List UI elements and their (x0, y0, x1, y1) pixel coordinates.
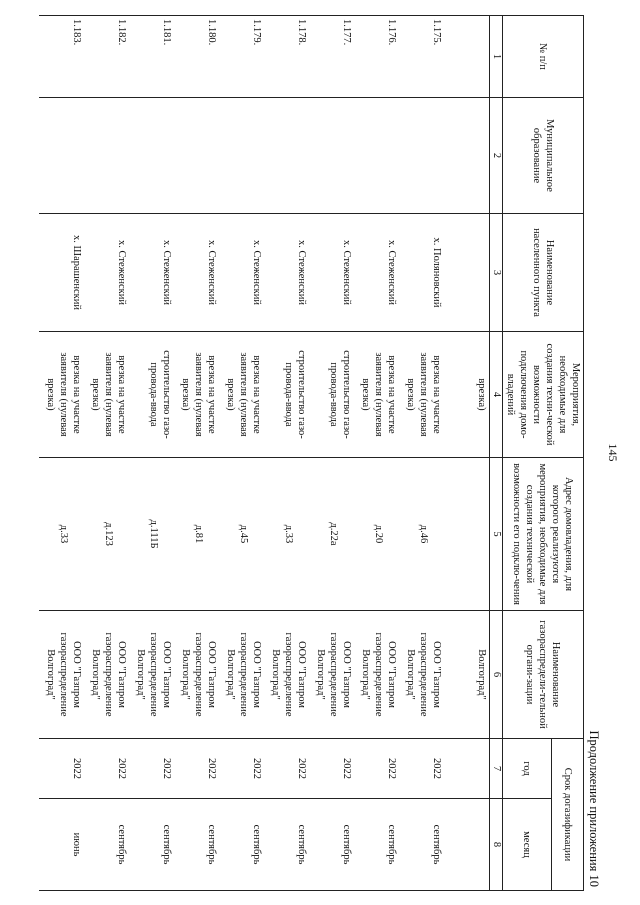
row-measure: врезка на участке заявителя (нулевая врезка) (175, 332, 220, 458)
row-organization: ООО "Газпром газораспределение Волгоград" (355, 611, 400, 739)
row-month: сентябрь (85, 799, 130, 891)
table-row (400, 16, 445, 891)
column-number: 3 (490, 214, 503, 332)
row-address: д.111Б (130, 458, 175, 611)
row-year: 2022 (220, 739, 265, 799)
row-address: д.123 (85, 458, 130, 611)
column-number: 6 (490, 611, 503, 739)
row-number: 1.182. (85, 16, 130, 98)
row-organization: ООО "Газпром газораспределение Волгоград" (400, 611, 445, 739)
row-year: 2022 (130, 739, 175, 799)
column-number: 8 (490, 799, 503, 891)
header-organization: Наименование газораспредели-тельной органи-зации (503, 611, 584, 739)
row-measure: врезка на участке заявителя (нулевая врезка) (400, 332, 445, 458)
row-address: д.22а (310, 458, 355, 611)
row-settlement: х. Шарашенский (40, 214, 85, 332)
row-municipality (265, 98, 310, 214)
row-organization: ООО "Газпром газораспределение Волгоград" (310, 611, 355, 739)
row-address: д.81 (175, 458, 220, 611)
table-row (40, 16, 85, 891)
table-row (85, 16, 130, 891)
continuation-row (445, 16, 490, 891)
column-number: 7 (490, 739, 503, 799)
row-settlement: х. Стеженский (130, 214, 175, 332)
row-address: д.20 (355, 458, 400, 611)
appendix-label: Продолжение приложения 10 (587, 730, 601, 887)
row-number: 1.180. (175, 16, 220, 98)
gasification-table (40, 15, 585, 891)
row-number: 1.179. (220, 16, 265, 98)
row-number: 1.183. (40, 16, 85, 98)
header-settlement: Наименование населенного пункта (503, 214, 584, 332)
header-deadline: Срок догазификации (551, 739, 583, 891)
table-row (130, 16, 175, 891)
row-month: сентябрь (355, 799, 400, 891)
row-municipality (85, 98, 130, 214)
row-settlement: х. Стеженский (265, 214, 310, 332)
row-municipality (220, 98, 265, 214)
row-measure: строительство газо-провода-ввода (265, 332, 310, 458)
row-measure: врезка на участке заявителя (нулевая врезка) (220, 332, 265, 458)
continuation-organization: Волгоград" (445, 611, 490, 739)
row-municipality (40, 98, 85, 214)
continuation-measure: врезка) (445, 332, 490, 458)
row-organization: ООО "Газпром газораспределение Волгоград" (220, 611, 265, 739)
row-number: 1.181. (130, 16, 175, 98)
header-year: год (503, 739, 552, 799)
row-organization: ООО "Газпром газораспределение Волгоград" (40, 611, 85, 739)
column-number: 4 (490, 332, 503, 458)
row-year: 2022 (355, 739, 400, 799)
row-settlement: х. Стеженский (175, 214, 220, 332)
column-number: 5 (490, 458, 503, 611)
row-settlement: х. Стеженский (220, 214, 265, 332)
row-organization: ООО "Газпром газораспределение Волгоград" (85, 611, 130, 739)
row-year: 2022 (265, 739, 310, 799)
header-month: месяц (503, 799, 552, 891)
row-month: сентябрь (310, 799, 355, 891)
table-row (220, 16, 265, 891)
row-measure: строительство газо-провода-ввода (310, 332, 355, 458)
header-address: Адрес домовладения, для которого реализуются мероприятия, необходимые для создания технической возможности его подклю-чения (503, 458, 584, 611)
row-municipality (175, 98, 220, 214)
row-number: 1.178. (265, 16, 310, 98)
row-address: д.33 (265, 458, 310, 611)
row-number: 1.175. (400, 16, 445, 98)
row-address: д.46 (400, 458, 445, 611)
table-row (355, 16, 400, 891)
row-month: сентябрь (175, 799, 220, 891)
row-year: 2022 (40, 739, 85, 799)
row-settlement: х. Стеженский (85, 214, 130, 332)
column-number: 1 (490, 16, 503, 98)
row-number: 1.176. (355, 16, 400, 98)
header-measures: Мероприятия, необходимые для создания техни-ческой возможности подключения домо-владений (503, 332, 584, 458)
header-number: № п/п (503, 16, 584, 98)
row-settlement: х. Стеженский (310, 214, 355, 332)
row-address: д.33 (40, 458, 85, 611)
row-year: 2022 (175, 739, 220, 799)
row-measure: врезка на участке заявителя (нулевая врезка) (355, 332, 400, 458)
row-year: 2022 (310, 739, 355, 799)
row-settlement: х. Стеженский (355, 214, 400, 332)
row-year: 2022 (400, 739, 445, 799)
row-measure: строительство газо-провода-ввода (130, 332, 175, 458)
row-address: д.45 (220, 458, 265, 611)
row-organization: ООО "Газпром газораспределение Волгоград" (130, 611, 175, 739)
row-number: 1.177. (310, 16, 355, 98)
page-number: 145 (606, 443, 620, 462)
column-number: 2 (490, 98, 503, 214)
row-month: июнь (40, 799, 85, 891)
row-month: сентябрь (220, 799, 265, 891)
row-measure: врезка на участке заявителя (нулевая врезка) (40, 332, 85, 458)
row-municipality (400, 98, 445, 214)
table-row (310, 16, 355, 891)
header-municipality: Муниципальное образование (503, 98, 584, 214)
row-municipality (130, 98, 175, 214)
row-organization: ООО "Газпром газораспределение Волгоград" (175, 611, 220, 739)
row-municipality (310, 98, 355, 214)
row-year: 2022 (85, 739, 130, 799)
table-row (175, 16, 220, 891)
row-measure: врезка на участке заявителя (нулевая врезка) (85, 332, 130, 458)
row-month: сентябрь (265, 799, 310, 891)
row-municipality (355, 98, 400, 214)
row-organization: ООО "Газпром газораспределение Волгоград" (265, 611, 310, 739)
row-month: сентябрь (400, 799, 445, 891)
table-row (265, 16, 310, 891)
row-settlement: х. Поляновский (400, 214, 445, 332)
row-month: сентябрь (130, 799, 175, 891)
